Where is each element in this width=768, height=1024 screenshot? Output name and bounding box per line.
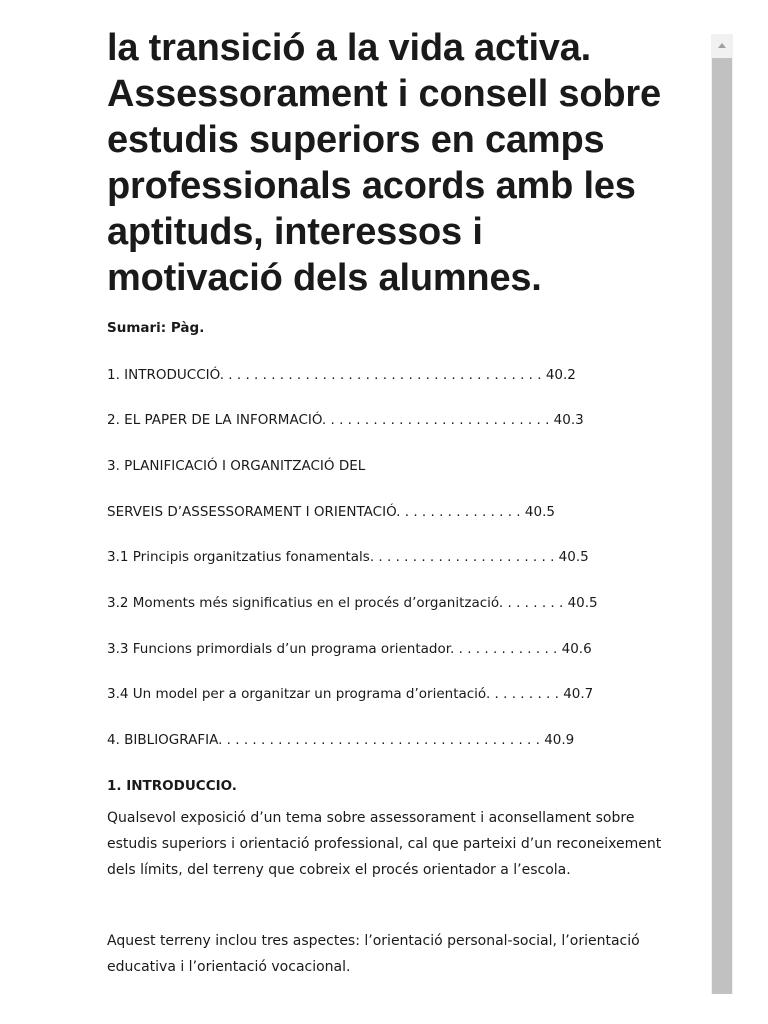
toc-entry: 1. INTRODUCCIÓ. . . . . . . . . . . . . . . . . . . . . . . . . . . . . . . . . . . . . . 40.2 (107, 367, 576, 383)
vertical-scrollbar[interactable] (711, 34, 733, 994)
title-line: professionals acords amb les (107, 165, 636, 207)
toc-entry: 2. EL PAPER DE LA INFORMACIÓ. . . . . . . . . . . . . . . . . . . . . . . . . . . 40.3 (107, 412, 584, 428)
scrollbar-thumb[interactable] (712, 58, 732, 994)
title-line: motivació dels alumnes. (107, 257, 542, 299)
triangle-up-icon (718, 43, 726, 48)
toc-entry: 3.2 Moments més significatius en el procés d’organització. . . . . . . . 40.5 (107, 595, 598, 611)
toc-entry: 3.4 Un model per a organitzar un programa d’orientació. . . . . . . . . 40.7 (107, 686, 594, 702)
section-heading: 1. INTRODUCCIO. (107, 778, 237, 794)
toc-entry: 3. PLANIFICACIÓ I ORGANITZACIÓ DEL (107, 458, 366, 474)
toc-entry: 3.3 Funcions primordials d’un programa orientador. . . . . . . . . . . . . 40.6 (107, 641, 592, 657)
toc-entry: 3.1 Principis organitzatius fonamentals. . . . . . . . . . . . . . . . . . . . . . 40.5 (107, 549, 589, 565)
paragraph: Qualsevol exposició d’un tema sobre assessorament i aconsellament sobre estudis superiors i orientació professional, cal que parteixi d’un reconeixement dels límits, del terreny que cobreix el procés orientador a l’escola. (107, 810, 662, 878)
title-line: aptituds, interessos i (107, 211, 483, 253)
toc-entry: 4. BIBLIOGRAFIA. . . . . . . . . . . . . . . . . . . . . . . . . . . . . . . . . . . . . . 40.9 (107, 732, 575, 748)
toc-entry: SERVEIS D’ASSESSORAMENT I ORIENTACIÓ. . . . . . . . . . . . . . . 40.5 (107, 504, 555, 520)
summary-heading: Sumari: Pàg. (107, 320, 205, 336)
scroll-up-button[interactable] (711, 34, 733, 56)
title-line: la transició a la vida activa. (107, 27, 592, 69)
title-line: estudis superiors en camps (107, 119, 605, 161)
title-line: Assessorament i consell sobre (107, 73, 661, 115)
paragraph: Aquest terreny inclou tres aspectes: l’orientació personal-social, l’orientació educativa i l’orientació vocacional. (107, 933, 640, 975)
document-title (107, 25, 707, 301)
